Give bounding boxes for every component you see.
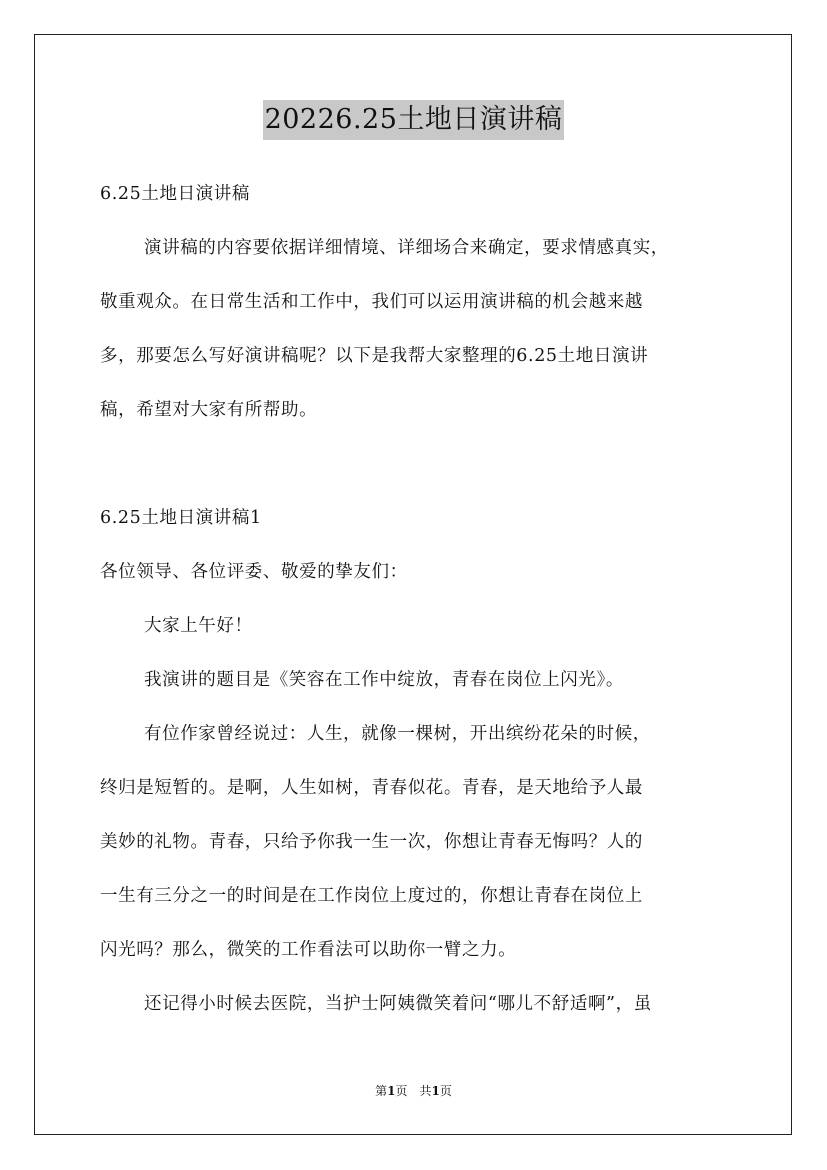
intro-line-3: 多，那要怎么写好演讲稿呢？以下是我帮大家整理的6.25土地日演讲 xyxy=(100,346,649,366)
topic-line: 我演讲的题目是《笑容在工作中绽放，青春在岗位上闪光》。 xyxy=(144,670,624,690)
body-line-4: 一生有三分之一的时间是在工作岗位上度过的，你想让青春在岗位上 xyxy=(100,886,643,906)
page-footer xyxy=(0,1082,827,1100)
footer-page-mid: 页 共 xyxy=(395,1084,432,1098)
salutation: 各位领导、各位评委、敬爱的挚友们： xyxy=(100,562,408,582)
footer-page-current: 1 xyxy=(387,1084,396,1098)
intro-line-4: 稿，希望对大家有所帮助。 xyxy=(100,400,318,420)
body-line-1: 有位作家曾经说过：人生，就像一棵树，开出缤纷花朵的时候， xyxy=(144,724,651,744)
subtitle: 6.25土地日演讲稿 xyxy=(100,184,250,204)
document-title: 20226.25土地日演讲稿 xyxy=(263,100,565,140)
last-line: 还记得小时候去医院，当护士阿姨微笑着问“哪儿不舒适啊”，虽 xyxy=(144,994,652,1014)
body-line-5: 闪光吗？那么，微笑的工作看法可以助你一臂之力。 xyxy=(100,940,517,960)
footer-page-total: 1 xyxy=(431,1084,440,1098)
section-heading: 6.25土地日演讲稿1 xyxy=(100,508,262,528)
footer-page-suffix: 页 xyxy=(439,1084,452,1098)
intro-line-2: 敬重观众。在日常生活和工作中，我们可以运用演讲稿的机会越来越 xyxy=(100,292,643,312)
title-container xyxy=(0,100,827,140)
greeting: 大家上午好！ xyxy=(144,616,253,636)
intro-line-1: 演讲稿的内容要依据详细情境、详细场合来确定，要求情感真实， xyxy=(144,238,669,258)
body-line-3: 美妙的礼物。青春，只给予你我一生一次，你想让青春无悔吗？人的 xyxy=(100,832,643,852)
body-line-2: 终归是短暂的。是啊，人生如树，青春似花。青春，是天地给予人最 xyxy=(100,778,643,798)
footer-page-prefix: 第 xyxy=(375,1084,388,1098)
